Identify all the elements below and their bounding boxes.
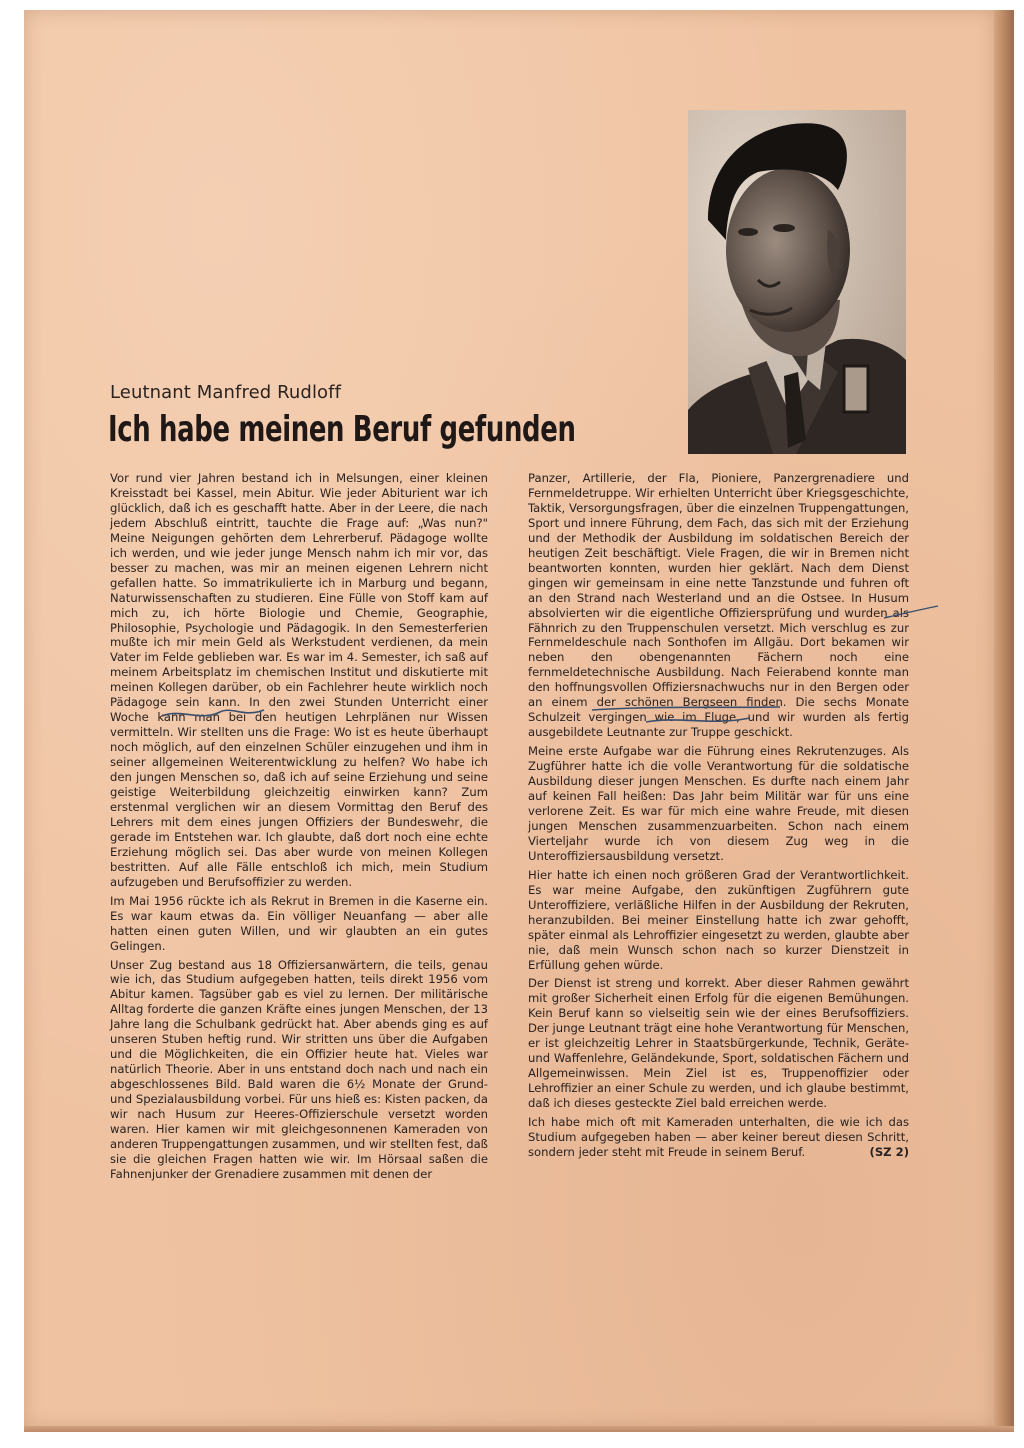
- portrait-illustration: [688, 110, 906, 454]
- article-paragraph: Hier hatte ich einen noch größeren Grad der Verantwortlichkeit. Es war meine Aufgabe, den zukünftigen Zugführern gute Unteroffiziere, verläßliche Hilfen in der Ausbildung der Rekruten, heranzubilden. Bei meiner Einstellung hatte ich zwar gehofft, später einmal als Lehroffizier eingesetzt zu werden, glaubte aber nie, daß mein Wunsch schon nach so kurzer Dienstzeit in Erfüllung gehen würde.: [528, 867, 909, 972]
- author-byline: Leutnant Manfred Rudloff: [110, 382, 342, 403]
- author-portrait-photo: [688, 110, 906, 454]
- article-paragraph: Der Dienst ist streng und korrekt. Aber dieser Rahmen gewährt mit großer Sicherheit einen Erfolg für die eigenen Bemühungen. Kein Beruf kann so vielseitig sein wie der eines Berufsoffiziers. Der junge Leutnant trägt eine hohe Verantwortung für Menschen, er ist gleichzeitig Lehrer in Staatsbürgerkunde, Technik, Geräte- und Waffenlehre, Geländekunde, Sport, soldatischen Fächern und Allgemeinwissen. Mein Ziel ist es, Truppenoffizier oder Lehroffizier an einer Schule zu werden, und ich glaube bestimmt, daß ich dieses gesteckte Ziel bald erreichen werde.: [528, 976, 909, 1111]
- page-bottom-edge: [24, 1426, 1014, 1432]
- page-spine: [994, 10, 1014, 1430]
- article-paragraph: Vor rund vier Jahren bestand ich in Melsungen, einer kleinen Kreisstadt bei Kassel, mein Abitur. Wie jeder Abiturient war ich glücklich, daß ich es geschafft hatte. Aber in der Leere, die nach jedem Abschluß eintritt, tauchte die Frage auf: „Was nun?" Meine Neigungen gehörten dem Lehrerberuf. Pädagoge wollte ich werden, und wie jeder junge Mensch nahm ich mir vor, das besser zu machen, was mir an meinen eigenen Lehrern nicht gefallen hatte. So immatrikulierte ich in Marburg und begann, Naturwissenschaften zu studieren. Eine Fülle von Stoff kam auf mich zu, ich hörte Biologie und Chemie, Geographie, Philosophie, Psychologie und Pädagogik. In den Semesterferien mußte ich mir mein Geld als Werkstudent verdienen, da mein Vater im Felde geblieben war. Es war im 4. Semester, ich saß auf meinem Arbeitsplatz im chemischen Institut und diskutierte mit meinen Kollegen darüber, ob ein Fachlehrer heute wirklich noch Pädagoge sein kann. In den zwei Stunden Unterricht einer Woche kann man bei den heutigen Lehrplänen nur Wissen vermitteln. Wir stellten uns die Frage: Wo ist es heute überhaupt noch möglich, auf den einzelnen Schüler einzugehen und ihm in seiner allgemeinen Weiterentwicklung zu helfen? Wo habe ich den jungen Menschen so, daß ich auf seine Erziehung und seine geistige Weiterbildung gleichzeitig einwirken kann? Zum erstenmal verglichen wir an diesem Vormittag den Beruf des Lehrers mit dem eines jungen Offiziers der Bundeswehr, die gerade im Entstehen war. Ich glaubte, daß dort noch eine echte Erziehung möglich sei. Das aber wurde von meinen Kollegen bestritten. Auf alle Fälle entschloß ich mich, mein Studium aufzugeben und Berufsoffizier zu werden.: [110, 471, 488, 889]
- article-column-right: [528, 471, 909, 1164]
- source-tag: (SZ 2): [869, 1144, 909, 1159]
- article-paragraph: Unser Zug bestand aus 18 Offiziersanwärtern, die teils, genau wie ich, das Studium aufgegeben hatten, teils direkt 1956 vom Abitur kamen. Tagsüber gab es viel zu lernen. Der militärische Alltag forderte die ganzen Kräfte eines jungen Menschen, der 13 Jahre lang die Schulbank gedrückt hat. Aber abends ging es auf unseren Stuben heftig rund. Wir stritten uns über die Aufgaben und die Möglichkeiten, die ein Offizier heute hat. Vieles war natürlich Theorie. Aber in uns entstand doch nach und nach ein abgeschlossenes Bild. Bald waren die 6½ Monate der Grund- und Spezialausbildung vorbei. Für uns hieß es: Kisten packen, da wir nach Husum zur Heeres-Offizierschule versetzt worden waren. Hier kamen wir mit gleichgesonnenen Kameraden von anderen Truppengattungen zusammen, und wir stellten fest, daß sie die gleichen Fragen hatten wie wir. Im Hörsaal saßen die Fahnenjunker der Grenadiere zusammen mit denen der: [110, 957, 488, 1181]
- article-column-left: [110, 471, 488, 1186]
- article-paragraph-final: [528, 1115, 909, 1160]
- article-paragraph-final-text: Ich habe mich oft mit Kameraden unterhalten, die wie ich das Studium aufgegeben haben — aber keiner bereut diesen Schritt, sondern jeder steht mit Freude in seinem Beruf.: [528, 1115, 909, 1159]
- article-paragraph: Meine erste Aufgabe war die Führung eines Rekrutenzuges. Als Zugführer hatte ich die volle Verantwortung für die soldatische Ausbildung dieser jungen Menschen. Es durfte nach einem Jahr auf keinen Fall heißen: Das Jahr beim Militär war für uns eine verlorene Zeit. Es war für mich eine wahre Freude, mit diesen jungen Menschen zusammenzuarbeiten. Schon nach einem Vierteljahr wurde ich von diesem Zug weg in die Unteroffiziersausbildung versetzt.: [528, 744, 909, 863]
- article-paragraph: Panzer, Artillerie, der Fla, Pioniere, Panzergrenadiere und Fernmeldetruppe. Wir erhielten Unterricht über Kriegsgeschichte, Taktik, Versorgungsfragen, über die einzelnen Truppengattungen, Sport und innere Führung, dem Fach, das sich mit der Erziehung und der Methodik der Ausbildung im soldatischen Bereich der heutigen Zeit beschäftigt. Viele Fragen, die wir in Bremen nicht beantworten konnten, wurden hier geklärt. Nach dem Dienst gingen wir gemeinsam in eine nette Tanzstunde und fuhren oft an den Strand nach Westerland und an die Ostsee. In Husum absolvierten wir die eigentliche Offiziersprüfung und wurden als Fähnrich zu den Truppenschulen versetzt. Mich verschlug es zur Fernmeldeschule nach Sonthofen im Allgäu. Dort bekamen wir neben den obengenannten Fächern noch eine fernmeldetechnische Ausbildung. Nach Feierabend konnte man den hoffnungsvollen Offiziersnachwuchs nur in den Bergen oder an einem der schönen Bergseen finden. Die sechs Monate Schulzeit vergingen wie im Fluge, und wir wurden als fertig ausgebildete Leutnante zur Truppe geschickt.: [528, 471, 909, 740]
- article-headline: Ich habe meinen Beruf gefunden: [108, 409, 576, 450]
- article-paragraph: Im Mai 1956 rückte ich als Rekrut in Bremen in die Kaserne ein. Es war kaum etwas da. Ein völliger Neuanfang — aber alle hatten einen guten Willen, und wir glaubten an ein gutes Gelingen.: [110, 893, 488, 953]
